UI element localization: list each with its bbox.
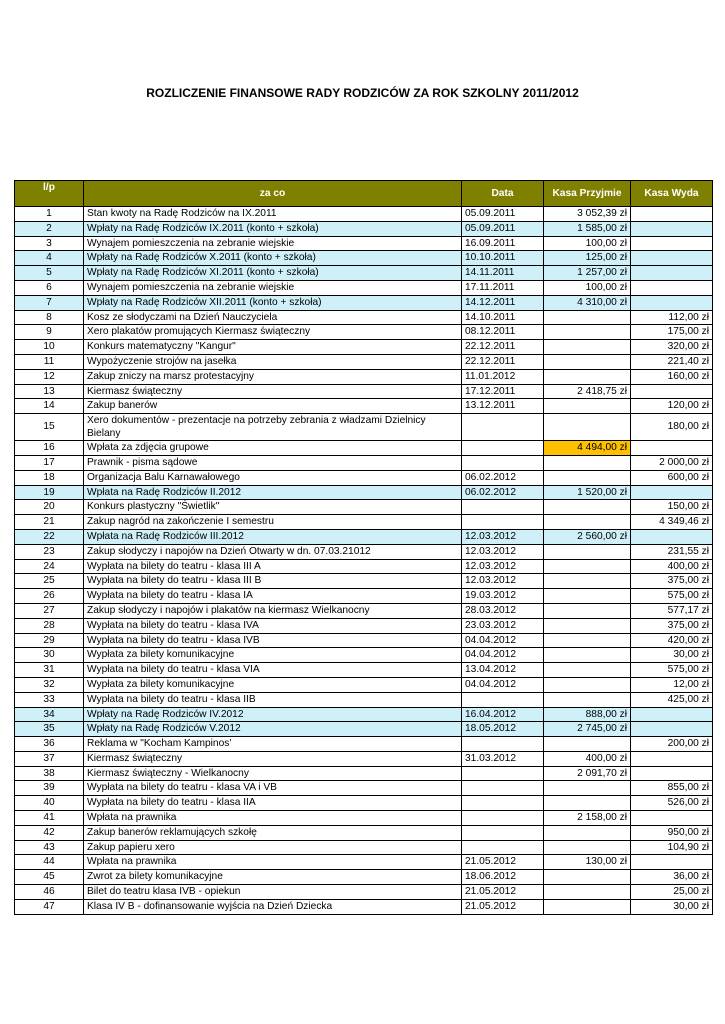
cell-expense: 160,00 zł <box>631 369 713 384</box>
cell-lp: 43 <box>15 840 84 855</box>
cell-expense <box>631 766 713 781</box>
cell-date <box>462 840 544 855</box>
cell-lp: 4 <box>15 251 84 266</box>
cell-expense: 2 000,00 zł <box>631 455 713 470</box>
cell-income: 2 418,75 zł <box>544 384 631 399</box>
cell-income <box>544 414 631 441</box>
cell-date: 04.04.2012 <box>462 633 544 648</box>
cell-date: 31.03.2012 <box>462 751 544 766</box>
table-row <box>15 515 713 530</box>
cell-income <box>544 618 631 633</box>
cell-date: 17.12.2011 <box>462 384 544 399</box>
cell-date: 22.12.2011 <box>462 354 544 369</box>
cell-date: 06.02.2012 <box>462 470 544 485</box>
cell-expense: 950,00 zł <box>631 825 713 840</box>
cell-date <box>462 692 544 707</box>
table-row <box>15 751 713 766</box>
table-header-row <box>15 181 713 207</box>
table-row <box>15 455 713 470</box>
cell-lp: 37 <box>15 751 84 766</box>
cell-lp: 22 <box>15 529 84 544</box>
cell-lp: 39 <box>15 781 84 796</box>
cell-description: Kosz ze słodyczami na Dzień Nauczyciela <box>84 310 462 325</box>
cell-income <box>544 354 631 369</box>
cell-description: Zakup banerów <box>84 399 462 414</box>
table-row <box>15 529 713 544</box>
cell-expense: 120,00 zł <box>631 399 713 414</box>
cell-expense: 175,00 zł <box>631 325 713 340</box>
cell-lp: 16 <box>15 441 84 456</box>
cell-date: 21.05.2012 <box>462 899 544 914</box>
cell-description: Wpłaty na Radę Rodziców X.2011 (konto + szkoła) <box>84 251 462 266</box>
cell-lp: 2 <box>15 221 84 236</box>
cell-description: Kiermasz świąteczny - Wielkanocny <box>84 766 462 781</box>
cell-description: Wypłata na bilety do teatru - klasa IIA <box>84 796 462 811</box>
cell-description: Organizacja Balu Karnawałowego <box>84 470 462 485</box>
table-row <box>15 618 713 633</box>
cell-lp: 13 <box>15 384 84 399</box>
cell-lp: 6 <box>15 280 84 295</box>
table-body <box>15 207 713 915</box>
cell-description: Wpłaty na Radę Rodziców V.2012 <box>84 722 462 737</box>
cell-description: Wpłaty na Radę Rodziców IX.2011 (konto + szkoła) <box>84 221 462 236</box>
cell-income <box>544 559 631 574</box>
table-row <box>15 414 713 441</box>
cell-expense: 375,00 zł <box>631 574 713 589</box>
header-expense: Kasa Wyda <box>631 181 713 207</box>
cell-lp: 8 <box>15 310 84 325</box>
cell-lp: 44 <box>15 855 84 870</box>
cell-income: 130,00 zł <box>544 855 631 870</box>
cell-lp: 26 <box>15 589 84 604</box>
cell-date: 16.09.2011 <box>462 236 544 251</box>
cell-income: 2 745,00 zł <box>544 722 631 737</box>
cell-income: 888,00 zł <box>544 707 631 722</box>
table-row <box>15 207 713 222</box>
cell-description: Konkurs plastyczny "Świetlik" <box>84 500 462 515</box>
finance-table <box>14 180 713 915</box>
cell-date: 14.10.2011 <box>462 310 544 325</box>
table-row <box>15 266 713 281</box>
table-row <box>15 589 713 604</box>
cell-date: 14.12.2011 <box>462 295 544 310</box>
cell-lp: 11 <box>15 354 84 369</box>
cell-description: Wypłata na bilety do teatru - klasa IVB <box>84 633 462 648</box>
table-row <box>15 692 713 707</box>
cell-description: Zakup słodyczy i napojów i plakatów na kiermasz Wielkanocny <box>84 603 462 618</box>
cell-date: 14.11.2011 <box>462 266 544 281</box>
cell-lp: 41 <box>15 811 84 826</box>
cell-lp: 9 <box>15 325 84 340</box>
cell-description: Zakup papieru xero <box>84 840 462 855</box>
cell-date: 17.11.2011 <box>462 280 544 295</box>
cell-description: Wypożyczenie strojów na jasełka <box>84 354 462 369</box>
table-row <box>15 236 713 251</box>
cell-income: 1 585,00 zł <box>544 221 631 236</box>
cell-description: Wypłata na bilety do teatru - klasa IVA <box>84 618 462 633</box>
cell-lp: 25 <box>15 574 84 589</box>
cell-expense <box>631 751 713 766</box>
cell-description: Zakup słodyczy i napojów na Dzień Otwarty w dn. 07.03.21012 <box>84 544 462 559</box>
table-row <box>15 251 713 266</box>
cell-description: Kiermasz świąteczny <box>84 751 462 766</box>
cell-description: Wypłata na bilety do teatru - klasa III A <box>84 559 462 574</box>
cell-lp: 27 <box>15 603 84 618</box>
cell-income: 1 257,00 zł <box>544 266 631 281</box>
cell-date: 19.03.2012 <box>462 589 544 604</box>
cell-date: 13.12.2011 <box>462 399 544 414</box>
cell-income <box>544 544 631 559</box>
cell-description: Klasa IV B - dofinansowanie wyjścia na Dzień Dziecka <box>84 899 462 914</box>
cell-lp: 7 <box>15 295 84 310</box>
cell-expense <box>631 855 713 870</box>
cell-expense: 400,00 zł <box>631 559 713 574</box>
cell-expense: 12,00 zł <box>631 677 713 692</box>
cell-income <box>544 633 631 648</box>
cell-expense <box>631 280 713 295</box>
cell-date: 16.04.2012 <box>462 707 544 722</box>
cell-income: 125,00 zł <box>544 251 631 266</box>
cell-date: 04.04.2012 <box>462 677 544 692</box>
cell-date: 21.05.2012 <box>462 855 544 870</box>
cell-date: 18.06.2012 <box>462 870 544 885</box>
table-row <box>15 485 713 500</box>
header-date: Data <box>462 181 544 207</box>
cell-description: Wynajem pomieszczenia na zebranie wiejskie <box>84 280 462 295</box>
table-row <box>15 781 713 796</box>
cell-income <box>544 825 631 840</box>
cell-description: Reklama w "Kocham Kampinos' <box>84 737 462 752</box>
cell-expense: 526,00 zł <box>631 796 713 811</box>
cell-expense: 420,00 zł <box>631 633 713 648</box>
cell-lp: 21 <box>15 515 84 530</box>
cell-lp: 38 <box>15 766 84 781</box>
cell-income: 2 560,00 zł <box>544 529 631 544</box>
cell-expense: 231,55 zł <box>631 544 713 559</box>
cell-lp: 24 <box>15 559 84 574</box>
cell-lp: 40 <box>15 796 84 811</box>
cell-expense: 4 349,46 zł <box>631 515 713 530</box>
cell-lp: 18 <box>15 470 84 485</box>
cell-expense: 30,00 zł <box>631 899 713 914</box>
table-row <box>15 574 713 589</box>
table-row <box>15 677 713 692</box>
cell-income <box>544 455 631 470</box>
cell-description: Konkurs matematyczny "Kangur" <box>84 340 462 355</box>
cell-description: Wypłata za bilety komunikacyjne <box>84 677 462 692</box>
cell-lp: 35 <box>15 722 84 737</box>
cell-description: Bilet do teatru klasa IVB - opiekun <box>84 885 462 900</box>
cell-date: 13.04.2012 <box>462 663 544 678</box>
cell-expense: 36,00 zł <box>631 870 713 885</box>
cell-income <box>544 325 631 340</box>
table-row <box>15 295 713 310</box>
cell-income <box>544 574 631 589</box>
cell-expense <box>631 485 713 500</box>
cell-expense <box>631 384 713 399</box>
cell-date: 10.10.2011 <box>462 251 544 266</box>
header-lp: l/p <box>15 181 84 207</box>
table-row <box>15 663 713 678</box>
cell-income: 100,00 zł <box>544 236 631 251</box>
cell-description: Wpłata na prawnika <box>84 855 462 870</box>
cell-description: Wpłaty na Radę Rodziców XI.2011 (konto + szkoła) <box>84 266 462 281</box>
cell-description: Wypłata na bilety do teatru - klasa III B <box>84 574 462 589</box>
cell-lp: 32 <box>15 677 84 692</box>
cell-lp: 3 <box>15 236 84 251</box>
cell-description: Wpłaty na Radę Rodziców XII.2011 (konto + szkoła) <box>84 295 462 310</box>
cell-income: 2 091,70 zł <box>544 766 631 781</box>
cell-description: Wpłata na Radę Rodziców III.2012 <box>84 529 462 544</box>
cell-date <box>462 811 544 826</box>
cell-date <box>462 441 544 456</box>
cell-date: 12.03.2012 <box>462 574 544 589</box>
cell-date: 05.09.2011 <box>462 207 544 222</box>
cell-description: Zakup banerów reklamujących szkołę <box>84 825 462 840</box>
header-income: Kasa Przyjmie <box>544 181 631 207</box>
cell-expense: 104,90 zł <box>631 840 713 855</box>
cell-expense <box>631 251 713 266</box>
cell-description: Wpłaty na Radę Rodziców IV.2012 <box>84 707 462 722</box>
cell-description: Xero plakatów promujących Kiermasz świąteczny <box>84 325 462 340</box>
cell-expense: 577,17 zł <box>631 603 713 618</box>
cell-expense <box>631 811 713 826</box>
cell-date: 04.04.2012 <box>462 648 544 663</box>
cell-lp: 17 <box>15 455 84 470</box>
cell-lp: 29 <box>15 633 84 648</box>
cell-description: Wynajem pomieszczenia na zebranie wiejskie <box>84 236 462 251</box>
cell-income <box>544 340 631 355</box>
cell-income <box>544 310 631 325</box>
cell-income <box>544 737 631 752</box>
cell-expense: 600,00 zł <box>631 470 713 485</box>
table-row <box>15 885 713 900</box>
cell-description: Wpłata na Radę Rodziców II.2012 <box>84 485 462 500</box>
cell-date <box>462 414 544 441</box>
table-row <box>15 870 713 885</box>
cell-lp: 23 <box>15 544 84 559</box>
cell-date <box>462 766 544 781</box>
table-row <box>15 470 713 485</box>
cell-lp: 19 <box>15 485 84 500</box>
cell-expense <box>631 236 713 251</box>
cell-expense: 320,00 zł <box>631 340 713 355</box>
table-row <box>15 340 713 355</box>
cell-lp: 34 <box>15 707 84 722</box>
table-row <box>15 369 713 384</box>
cell-description: Wpłata za zdjęcia grupowe <box>84 441 462 456</box>
cell-date <box>462 455 544 470</box>
cell-income <box>544 589 631 604</box>
cell-expense: 575,00 zł <box>631 589 713 604</box>
cell-income <box>544 796 631 811</box>
cell-income <box>544 677 631 692</box>
cell-income: 2 158,00 zł <box>544 811 631 826</box>
cell-date <box>462 500 544 515</box>
table-row <box>15 221 713 236</box>
cell-description: Zwrot za bilety komunikacyjne <box>84 870 462 885</box>
cell-date: 08.12.2011 <box>462 325 544 340</box>
cell-expense: 221,40 zł <box>631 354 713 369</box>
table-row <box>15 722 713 737</box>
cell-income: 4 494,00 zł <box>544 441 631 456</box>
table-row <box>15 280 713 295</box>
cell-expense: 25,00 zł <box>631 885 713 900</box>
cell-income <box>544 500 631 515</box>
cell-expense <box>631 207 713 222</box>
cell-date: 28.03.2012 <box>462 603 544 618</box>
cell-income: 400,00 zł <box>544 751 631 766</box>
cell-description: Prawnik - pisma sądowe <box>84 455 462 470</box>
cell-lp: 36 <box>15 737 84 752</box>
cell-income <box>544 781 631 796</box>
table-row <box>15 325 713 340</box>
cell-lp: 33 <box>15 692 84 707</box>
cell-description: Wypłata za bilety komunikacyjne <box>84 648 462 663</box>
cell-date: 23.03.2012 <box>462 618 544 633</box>
cell-expense <box>631 266 713 281</box>
cell-description: Xero dokumentów - prezentacje na potrzeby zebrania z władzami Dzielnicy Bielany <box>84 414 462 441</box>
cell-date <box>462 515 544 530</box>
table-row <box>15 796 713 811</box>
table-row <box>15 500 713 515</box>
table-row <box>15 707 713 722</box>
cell-income: 1 520,00 zł <box>544 485 631 500</box>
header-description: za co <box>84 181 462 207</box>
cell-date <box>462 796 544 811</box>
cell-income <box>544 470 631 485</box>
cell-date <box>462 781 544 796</box>
cell-expense: 112,00 zł <box>631 310 713 325</box>
table-row <box>15 310 713 325</box>
cell-date: 18.05.2012 <box>462 722 544 737</box>
cell-income: 4 310,00 zł <box>544 295 631 310</box>
cell-income <box>544 840 631 855</box>
cell-date <box>462 825 544 840</box>
table-row <box>15 648 713 663</box>
cell-lp: 12 <box>15 369 84 384</box>
table-row <box>15 766 713 781</box>
cell-expense: 200,00 zł <box>631 737 713 752</box>
cell-description: Stan kwoty na Radę Rodziców na IX.2011 <box>84 207 462 222</box>
cell-description: Wpłata na prawnika <box>84 811 462 826</box>
cell-date: 06.02.2012 <box>462 485 544 500</box>
cell-date: 12.03.2012 <box>462 559 544 574</box>
cell-date: 05.09.2011 <box>462 221 544 236</box>
cell-description: Wypłata na bilety do teatru - klasa IIB <box>84 692 462 707</box>
cell-date <box>462 737 544 752</box>
cell-lp: 47 <box>15 899 84 914</box>
cell-income <box>544 399 631 414</box>
cell-income <box>544 663 631 678</box>
table-row <box>15 811 713 826</box>
cell-lp: 10 <box>15 340 84 355</box>
table-row <box>15 559 713 574</box>
cell-income <box>544 692 631 707</box>
cell-expense <box>631 707 713 722</box>
cell-lp: 14 <box>15 399 84 414</box>
cell-lp: 15 <box>15 414 84 441</box>
cell-expense: 425,00 zł <box>631 692 713 707</box>
table-row <box>15 899 713 914</box>
table-row <box>15 840 713 855</box>
cell-expense <box>631 722 713 737</box>
cell-expense <box>631 441 713 456</box>
cell-expense: 575,00 zł <box>631 663 713 678</box>
cell-expense <box>631 221 713 236</box>
cell-lp: 42 <box>15 825 84 840</box>
cell-expense <box>631 295 713 310</box>
table-row <box>15 544 713 559</box>
cell-expense: 180,00 zł <box>631 414 713 441</box>
table-row <box>15 384 713 399</box>
cell-lp: 46 <box>15 885 84 900</box>
cell-income <box>544 885 631 900</box>
cell-lp: 31 <box>15 663 84 678</box>
table-row <box>15 855 713 870</box>
cell-income <box>544 648 631 663</box>
cell-income <box>544 870 631 885</box>
cell-date: 12.03.2012 <box>462 544 544 559</box>
cell-description: Zakup nagród na zakończenie I semestru <box>84 515 462 530</box>
cell-date: 11.01.2012 <box>462 369 544 384</box>
cell-income: 100,00 zł <box>544 280 631 295</box>
cell-description: Wypłata na bilety do teatru - klasa VIA <box>84 663 462 678</box>
cell-expense: 855,00 zł <box>631 781 713 796</box>
cell-expense <box>631 529 713 544</box>
cell-lp: 30 <box>15 648 84 663</box>
cell-description: Wypłata na bilety do teatru - klasa IA <box>84 589 462 604</box>
table-row <box>15 603 713 618</box>
cell-lp: 45 <box>15 870 84 885</box>
cell-description: Kiermasz świąteczny <box>84 384 462 399</box>
cell-date: 21.05.2012 <box>462 885 544 900</box>
cell-expense: 30,00 zł <box>631 648 713 663</box>
cell-lp: 5 <box>15 266 84 281</box>
cell-lp: 28 <box>15 618 84 633</box>
cell-income: 3 052,39 zł <box>544 207 631 222</box>
cell-date: 12.03.2012 <box>462 529 544 544</box>
cell-income <box>544 369 631 384</box>
cell-income <box>544 515 631 530</box>
cell-description: Wypłata na bilety do teatru - klasa VA i VB <box>84 781 462 796</box>
cell-description: Zakup zniczy na marsz protestacyjny <box>84 369 462 384</box>
cell-income <box>544 603 631 618</box>
table-row <box>15 354 713 369</box>
cell-lp: 20 <box>15 500 84 515</box>
cell-income <box>544 899 631 914</box>
cell-expense: 150,00 zł <box>631 500 713 515</box>
table-row <box>15 441 713 456</box>
cell-lp: 1 <box>15 207 84 222</box>
table-row <box>15 633 713 648</box>
document-title: ROZLICZENIE FINANSOWE RADY RODZICÓW ZA ROK SZKOLNY 2011/2012 <box>146 86 579 100</box>
cell-date: 22.12.2011 <box>462 340 544 355</box>
table-row <box>15 737 713 752</box>
table-row <box>15 399 713 414</box>
cell-expense: 375,00 zł <box>631 618 713 633</box>
table-row <box>15 825 713 840</box>
